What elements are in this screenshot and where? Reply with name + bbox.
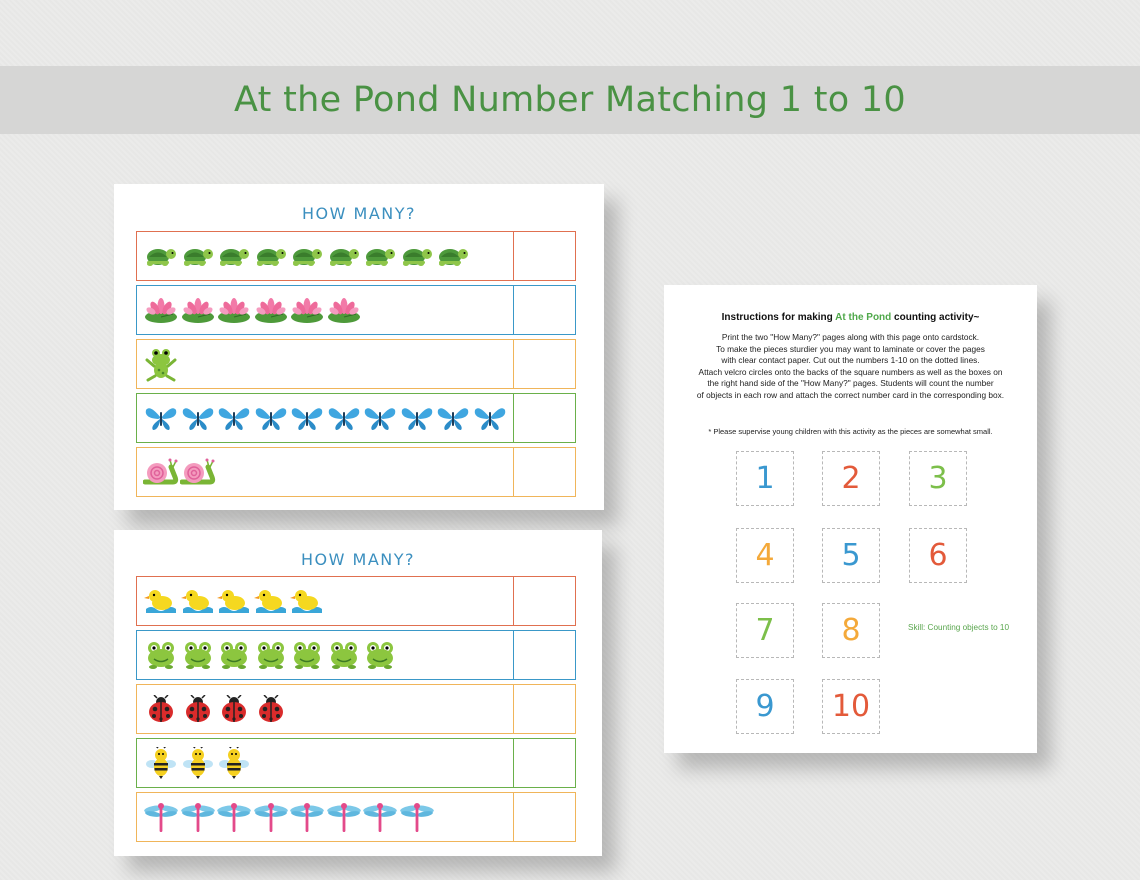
count-row-4 bbox=[136, 738, 576, 788]
butterfly-icon bbox=[180, 400, 217, 436]
number-card-9[interactable]: 9 bbox=[736, 679, 794, 734]
row-items bbox=[137, 448, 513, 496]
snail-icon bbox=[180, 454, 217, 490]
skill-label: Skill: Counting objects to 10 bbox=[908, 623, 1010, 632]
heading-text: Instructions for making bbox=[721, 312, 836, 323]
frog-face-icon bbox=[289, 637, 326, 673]
water-lily-icon bbox=[180, 292, 217, 328]
bee-icon bbox=[216, 745, 253, 781]
duck-icon bbox=[289, 583, 326, 619]
row-items bbox=[137, 739, 513, 787]
water-lily-icon bbox=[143, 292, 180, 328]
row-items bbox=[137, 232, 513, 280]
duck-icon bbox=[253, 583, 290, 619]
number-card-8[interactable]: 8 bbox=[822, 603, 880, 658]
butterfly-icon bbox=[289, 400, 326, 436]
dragonfly-icon bbox=[143, 799, 180, 835]
count-row-5 bbox=[136, 792, 576, 842]
instruction-line: Attach velcro circles onto the backs of the square numbers as well as the boxes on bbox=[698, 366, 1003, 377]
row-items bbox=[137, 685, 513, 733]
turtle-icon bbox=[216, 238, 253, 274]
bee-icon bbox=[143, 745, 180, 781]
count-row-3 bbox=[136, 684, 576, 734]
frog-face-icon bbox=[143, 637, 180, 673]
dragonfly-icon bbox=[289, 799, 326, 835]
frog-icon bbox=[143, 346, 180, 382]
number-card-4[interactable]: 4 bbox=[736, 528, 794, 583]
card-title: HOW MANY? bbox=[301, 204, 416, 223]
answer-box[interactable] bbox=[513, 340, 575, 388]
frog-face-icon bbox=[362, 637, 399, 673]
card-title: HOW MANY? bbox=[300, 550, 415, 569]
number-card-10[interactable]: 10 bbox=[822, 679, 880, 734]
dragonfly-icon bbox=[253, 799, 290, 835]
count-row-3 bbox=[136, 339, 576, 389]
title-banner bbox=[0, 66, 1140, 134]
how-many-card-2 bbox=[114, 530, 602, 856]
instructions-body bbox=[682, 332, 1019, 402]
answer-box[interactable] bbox=[513, 739, 575, 787]
instruction-line: the right hand side of the "How Many?" pages. Students will count the number bbox=[707, 378, 994, 389]
dragonfly-icon bbox=[399, 799, 436, 835]
answer-box[interactable] bbox=[513, 232, 575, 280]
instruction-line: To make the pieces sturdier you may want to laminate or cover the pages bbox=[716, 343, 985, 354]
instruction-line: Print the two "How Many?" pages along with this page onto cardstock. bbox=[721, 332, 980, 342]
number-card-3[interactable]: 3 bbox=[909, 451, 967, 506]
duck-icon bbox=[216, 583, 253, 619]
butterfly-icon bbox=[326, 400, 363, 436]
frog-face-icon bbox=[180, 637, 217, 673]
count-row-2 bbox=[136, 285, 576, 335]
dragonfly-icon bbox=[362, 799, 399, 835]
frog-face-icon bbox=[326, 637, 363, 673]
page-title: At the Pond Number Matching 1 to 10 bbox=[234, 80, 906, 120]
bee-icon bbox=[180, 745, 217, 781]
frog-face-icon bbox=[253, 637, 290, 673]
water-lily-icon bbox=[216, 292, 253, 328]
turtle-icon bbox=[435, 238, 472, 274]
frog-face-icon bbox=[216, 637, 253, 673]
row-items bbox=[137, 340, 513, 388]
instructions-page bbox=[664, 285, 1037, 753]
row-items bbox=[137, 631, 513, 679]
water-lily-icon bbox=[253, 292, 290, 328]
turtle-icon bbox=[180, 238, 217, 274]
turtle-icon bbox=[399, 238, 436, 274]
count-row-1 bbox=[136, 231, 576, 281]
dragonfly-icon bbox=[326, 799, 363, 835]
turtle-icon bbox=[326, 238, 363, 274]
number-card-6[interactable]: 6 bbox=[909, 528, 967, 583]
supervision-note: * Please supervise young children with this activity as the pieces are somewhat small. bbox=[708, 427, 993, 436]
instructions-heading bbox=[664, 312, 1037, 323]
number-card-1[interactable]: 1 bbox=[736, 451, 794, 506]
answer-box[interactable] bbox=[513, 577, 575, 625]
answer-box[interactable] bbox=[513, 448, 575, 496]
count-row-5 bbox=[136, 447, 576, 497]
how-many-card-1 bbox=[114, 184, 604, 510]
count-row-1 bbox=[136, 576, 576, 626]
dragonfly-icon bbox=[216, 799, 253, 835]
answer-box[interactable] bbox=[513, 685, 575, 733]
number-card-5[interactable]: 5 bbox=[822, 528, 880, 583]
water-lily-icon bbox=[326, 292, 363, 328]
ladybug-icon bbox=[216, 691, 253, 727]
answer-box[interactable] bbox=[513, 286, 575, 334]
butterfly-icon bbox=[399, 400, 436, 436]
butterfly-icon bbox=[435, 400, 472, 436]
water-lily-icon bbox=[289, 292, 326, 328]
turtle-icon bbox=[362, 238, 399, 274]
row-items bbox=[137, 577, 513, 625]
row-items bbox=[137, 286, 513, 334]
duck-icon bbox=[143, 583, 180, 619]
butterfly-icon bbox=[253, 400, 290, 436]
answer-box[interactable] bbox=[513, 394, 575, 442]
row-items bbox=[137, 394, 513, 442]
ladybug-icon bbox=[180, 691, 217, 727]
turtle-icon bbox=[253, 238, 290, 274]
ladybug-icon bbox=[143, 691, 180, 727]
duck-icon bbox=[180, 583, 217, 619]
dragonfly-icon bbox=[180, 799, 217, 835]
butterfly-icon bbox=[143, 400, 180, 436]
number-card-7[interactable]: 7 bbox=[736, 603, 794, 658]
instruction-line: of objects in each row and attach the correct number card in the corresponding box. bbox=[696, 389, 1005, 400]
heading-text-end: counting activity~ bbox=[891, 312, 980, 323]
ladybug-icon bbox=[253, 691, 290, 727]
butterfly-icon bbox=[216, 400, 253, 436]
row-items bbox=[137, 793, 513, 841]
snail-icon bbox=[143, 454, 180, 490]
butterfly-icon bbox=[472, 400, 509, 436]
butterfly-icon bbox=[362, 400, 399, 436]
count-row-4 bbox=[136, 393, 576, 443]
number-card-2[interactable]: 2 bbox=[822, 451, 880, 506]
count-row-2 bbox=[136, 630, 576, 680]
heading-highlight: At the Pond bbox=[835, 312, 892, 323]
answer-box[interactable] bbox=[513, 793, 575, 841]
turtle-icon bbox=[143, 238, 180, 274]
answer-box[interactable] bbox=[513, 631, 575, 679]
instruction-line: with clear contact paper. Cut out the numbers 1-10 on the dotted lines. bbox=[721, 355, 980, 366]
turtle-icon bbox=[289, 238, 326, 274]
